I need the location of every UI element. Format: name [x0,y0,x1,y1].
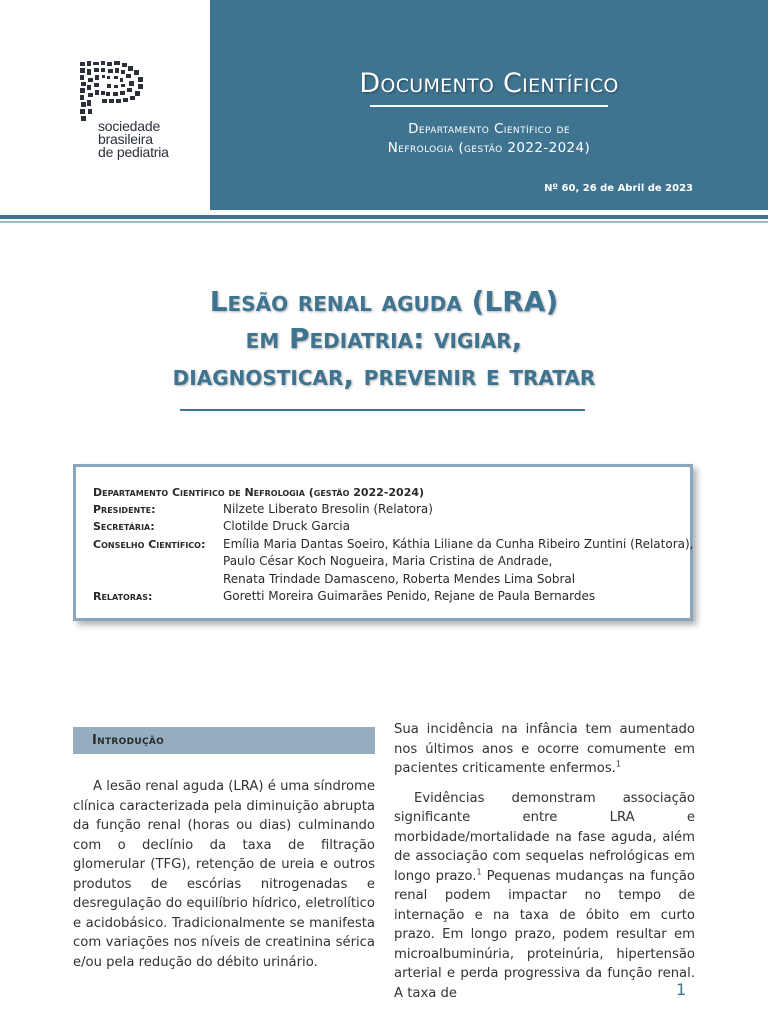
section-heading: Introdução [92,733,165,748]
relatoras-value: Goretti Moreira Guimarães Penido, Rejane de Paula Bernardes [223,589,596,604]
body-column-left [73,777,375,972]
secretaria-value: Clotilde Druck Garcia [223,519,350,534]
issue-date: Nº 60, 26 de Abril de 2023 [544,183,693,194]
conselho-line-2: Paulo César Koch Nogueira, Maria Cristina de Andrade, [223,554,553,569]
article-title [0,283,768,394]
credit-row-secretaria [93,518,683,535]
department-line-2: Nefrologia (gestão 2022-2024) [387,140,591,156]
conselho-value [223,536,693,588]
paragraph-3-text-a: Evidências demonstram associação significante entre LRA e morbidade/mortalidade na fase aguda, além de associação com sequelas nefrológicas em longo prazo. [394,790,695,884]
credit-row-relatoras [93,588,683,605]
logo-line-2: brasileira [98,131,153,147]
document-type-title: Documento Científico [359,68,619,99]
paragraph-2 [394,720,695,779]
paragraph-2-text: Sua incidência na infância tem aumentado nos últimos anos e ocorre comumente em pacientes criticamente enfermos. [394,722,695,776]
section-heading-band [73,727,375,754]
presidente-value: Nilzete Liberato Bresolin (Relatora) [223,502,433,516]
credits-heading: Departamento Científico de Nefrologia (gestão 2022-2024) [93,486,425,499]
department-line-1: Departamento Científico de [408,121,570,137]
sbp-p-mark-icon [78,60,158,124]
article-title-line-1: Lesão renal aguda (LRA) [209,285,559,318]
conselho-line-1: Emília Maria Dantas Soeiro, Káthia Liliane da Cunha Ribeiro Zuntini (Relatora), [223,536,694,551]
paragraph-3 [394,789,695,1004]
reference-marker: 1 [476,867,482,877]
department-subtitle [210,120,768,158]
presidente-label: Presidente: [93,503,156,516]
paragraph-1: A lesão renal aguda (LRA) é uma síndrome clínica caracterizada pela diminuição abrupta da função renal (horas ou dias) culminando com o declínio da taxa de filtração glomerular (TFG), retenção de ureia e outros produtos de escórias nitrogenadas e desregulação do equilíbrio hídrico, eletrolítico e acidobásico. Tradicionalmente se manifesta com variações nos níveis de creatinina sérica e/ou pela redução do débito urinário. [73,779,375,970]
header-divider [0,215,768,219]
secretaria-label: Secretária: [93,520,155,534]
header-divider-light [0,221,768,223]
sbp-logo [78,60,198,160]
body-column-right [394,720,695,1003]
header-rule [370,105,608,107]
logo-line-3: de pediatria [98,144,169,160]
relatoras-label: Relatoras: [93,590,153,604]
header-band [210,0,768,210]
reference-marker: 1 [615,759,621,769]
sbp-logo-wordmark [98,120,169,159]
article-title-line-2: em Pediatria: vigiar, [245,322,523,355]
title-rule [180,409,585,411]
credit-row-presidente [93,501,683,518]
logo-line-1: sociedade [98,118,161,134]
conselho-label: Conselho Científico: [93,537,206,551]
paragraph-3-text-b: Pequenas mudanças na função renal podem impactar no tempo de internação e na taxa de óbito em curto prazo. Em longo prazo, podem resultar em microalbuminúria, proteinúria, hipertensão arterial e perda progressiva da função renal. A taxa de [394,868,695,1001]
conselho-line-3: Renata Trindade Damasceno, Roberta Mendes Lima Sobral [223,571,576,586]
page-number: 1 [676,980,687,999]
article-title-line-3: diagnosticar, prevenir e tratar [172,359,596,392]
credits-box [73,464,693,621]
credit-row-conselho [93,536,694,588]
